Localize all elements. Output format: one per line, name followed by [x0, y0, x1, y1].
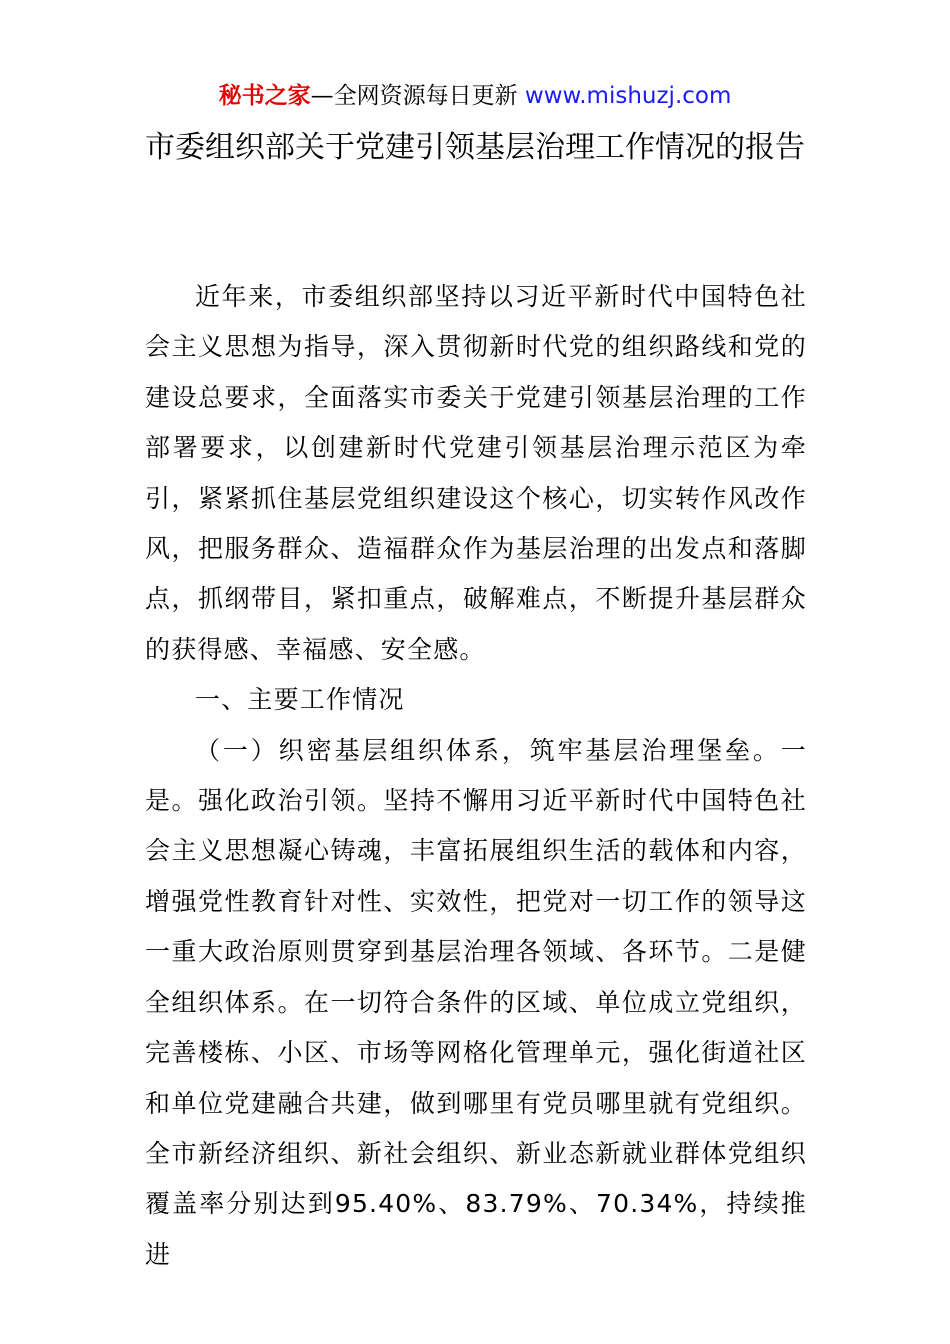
site-brand: 秘书之家	[218, 83, 311, 109]
document-title: 市委组织部关于党建引领基层治理工作情况的报告	[145, 130, 805, 165]
body-paragraph: （一）织密基层组织体系，筑牢基层治理堡垒。一是。强化政治引领。坚持不懈用习近平新时代中国特色社会主义思想凝心铸魂，丰富拓展组织生活的载体和内容，增强党性教育针对性、实效性，把党对一切工作的领导这一重大政治原则贯穿到基层治理各领域、各环节。二是健全组织体系。在一切符合条件的区域、单位成立党组织，完善楼栋、小区、市场等网格化管理单元，强化街道社区和单位党建融合共建，做到哪里有党员哪里就有党组织。全市新经济组织、新社会组织、新业态新就业群体党组织覆盖率分别达到95.40%、83.79%、70.34%，持续推进	[145, 735, 807, 1269]
intro-paragraph: 近年来，市委组织部坚持以习近平新时代中国特色社会主义思想为指导，深入贯彻新时代党的组织路线和党的建设总要求，全面落实市委关于党建引领基层治理的工作部署要求，以创建新时代党建引领基层治理示范区为牵引，紧紧抓住基层党组织建设这个核心，切实转作风改作风，把服务群众、造福群众作为基层治理的出发点和落脚点，抓纲带目，紧扣重点，破解难点，不断提升基层群众的获得感、幸福感、安全感。	[145, 282, 807, 664]
section-heading: 一、主要工作情况	[195, 685, 405, 715]
site-tagline: —全网资源每日更新	[310, 83, 525, 109]
site-header	[0, 80, 950, 112]
site-url-link[interactable]: www.mishuzj.com	[524, 83, 732, 109]
document-body	[145, 272, 807, 1280]
